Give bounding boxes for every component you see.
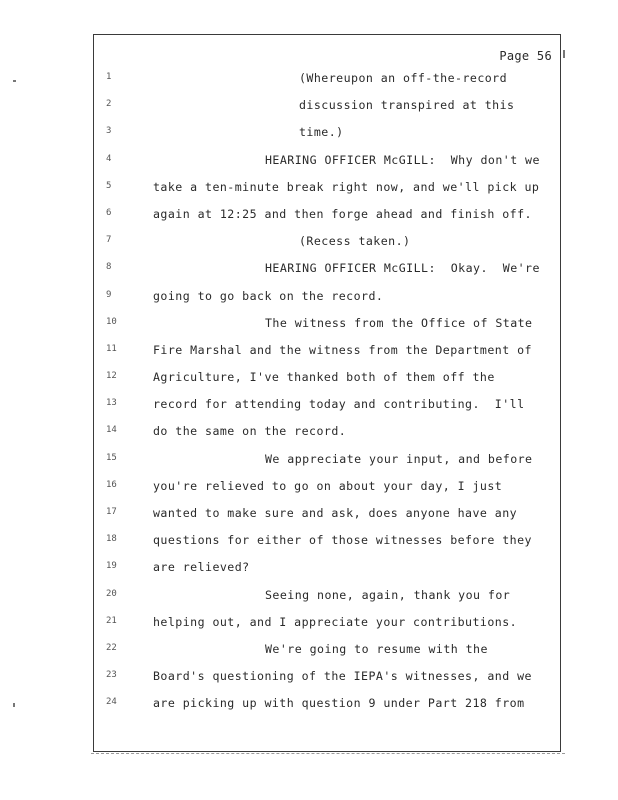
- line-number: 20: [106, 588, 117, 599]
- line-text: going to go back on the record.: [153, 288, 384, 303]
- transcript-line: [94, 395, 560, 422]
- line-number: 17: [106, 507, 117, 517]
- line-number: 14: [106, 425, 117, 436]
- line-number: 24: [106, 697, 117, 708]
- line-number: 19: [106, 561, 117, 572]
- line-text: you're relieved to go on about your day, I just: [153, 478, 503, 493]
- bottom-rule: [91, 753, 565, 754]
- transcript-line: [94, 558, 560, 585]
- line-text: (Recess taken.): [299, 234, 411, 249]
- line-text: We're going to resume with the: [265, 641, 488, 656]
- line-text: We appreciate your input, and before: [265, 451, 533, 466]
- transcript-line: [94, 640, 560, 667]
- line-text: time.): [299, 125, 344, 140]
- transcript-line: [94, 694, 560, 721]
- line-text: Fire Marshal and the witness from the Department of: [153, 342, 532, 357]
- line-number: 13: [106, 398, 117, 409]
- transcript-line: [94, 232, 560, 259]
- line-number: 9: [106, 289, 112, 300]
- transcript-line: [94, 422, 560, 449]
- transcript-line: [94, 341, 560, 368]
- line-text: Seeing none, again, thank you for: [265, 587, 511, 602]
- line-text: again at 12:25 and then forge ahead and finish off.: [153, 206, 532, 221]
- transcript-page: [93, 34, 561, 752]
- transcript-line: [94, 205, 560, 232]
- line-number: 3: [106, 126, 112, 137]
- line-text: (Whereupon an off-the-record: [299, 71, 508, 85]
- line-number: 8: [106, 262, 112, 273]
- line-text: are picking up with question 9 under Part 218 from: [153, 696, 525, 711]
- transcript-lines: [94, 69, 560, 722]
- line-text: discussion transpired at this: [299, 98, 515, 113]
- line-number: 23: [106, 670, 117, 681]
- line-number: 5: [106, 180, 112, 191]
- line-number: 6: [106, 207, 112, 218]
- line-text: questions for either of those witnesses before they: [153, 533, 532, 548]
- line-number: 16: [106, 479, 117, 490]
- line-number: 18: [106, 534, 117, 545]
- line-text: wanted to make sure and ask, does anyone have any: [153, 506, 518, 520]
- line-number: 1: [106, 72, 112, 82]
- line-text: HEARING OFFICER McGILL: Why don't we: [265, 152, 540, 167]
- transcript-line: [94, 477, 560, 504]
- scan-speck: [13, 703, 15, 707]
- line-number: 2: [106, 99, 112, 110]
- transcript-line: [94, 123, 560, 150]
- transcript-line: [94, 368, 560, 395]
- transcript-line: [94, 69, 560, 96]
- transcript-line: [94, 613, 560, 640]
- line-number: 21: [106, 615, 117, 626]
- transcript-line: [94, 178, 560, 205]
- line-text: take a ten-minute break right now, and we'll pick up: [153, 179, 540, 194]
- scan-speck: [13, 80, 16, 82]
- scan-speck: [563, 50, 565, 58]
- line-text: Agriculture, I've thanked both of them off the: [153, 370, 495, 385]
- transcript-line: [94, 96, 560, 123]
- line-text: HEARING OFFICER McGILL: Okay. We're: [265, 261, 540, 276]
- transcript-line: [94, 450, 560, 477]
- page-number: Page 56: [499, 49, 552, 63]
- transcript-line: [94, 287, 560, 314]
- line-number: 15: [106, 452, 117, 463]
- line-number: 11: [106, 343, 117, 354]
- line-text: Board's questioning of the IEPA's witnesses, and we: [153, 669, 532, 684]
- transcript-line: [94, 259, 560, 286]
- transcript-line: [94, 531, 560, 558]
- transcript-line: [94, 586, 560, 613]
- line-number: 7: [106, 235, 112, 246]
- line-text: The witness from the Office of State: [265, 315, 533, 330]
- transcript-line: [94, 504, 560, 531]
- transcript-line: [94, 151, 560, 178]
- line-text: helping out, and I appreciate your contributions.: [153, 614, 518, 629]
- transcript-line: [94, 314, 560, 341]
- line-number: 4: [106, 153, 112, 164]
- line-number: 22: [106, 642, 117, 653]
- line-text: record for attending today and contributing. I'll: [153, 397, 525, 412]
- line-text: are relieved?: [153, 560, 250, 575]
- line-text: do the same on the record.: [153, 424, 347, 439]
- line-number: 10: [106, 316, 117, 327]
- line-number: 12: [106, 371, 117, 382]
- transcript-line: [94, 667, 560, 694]
